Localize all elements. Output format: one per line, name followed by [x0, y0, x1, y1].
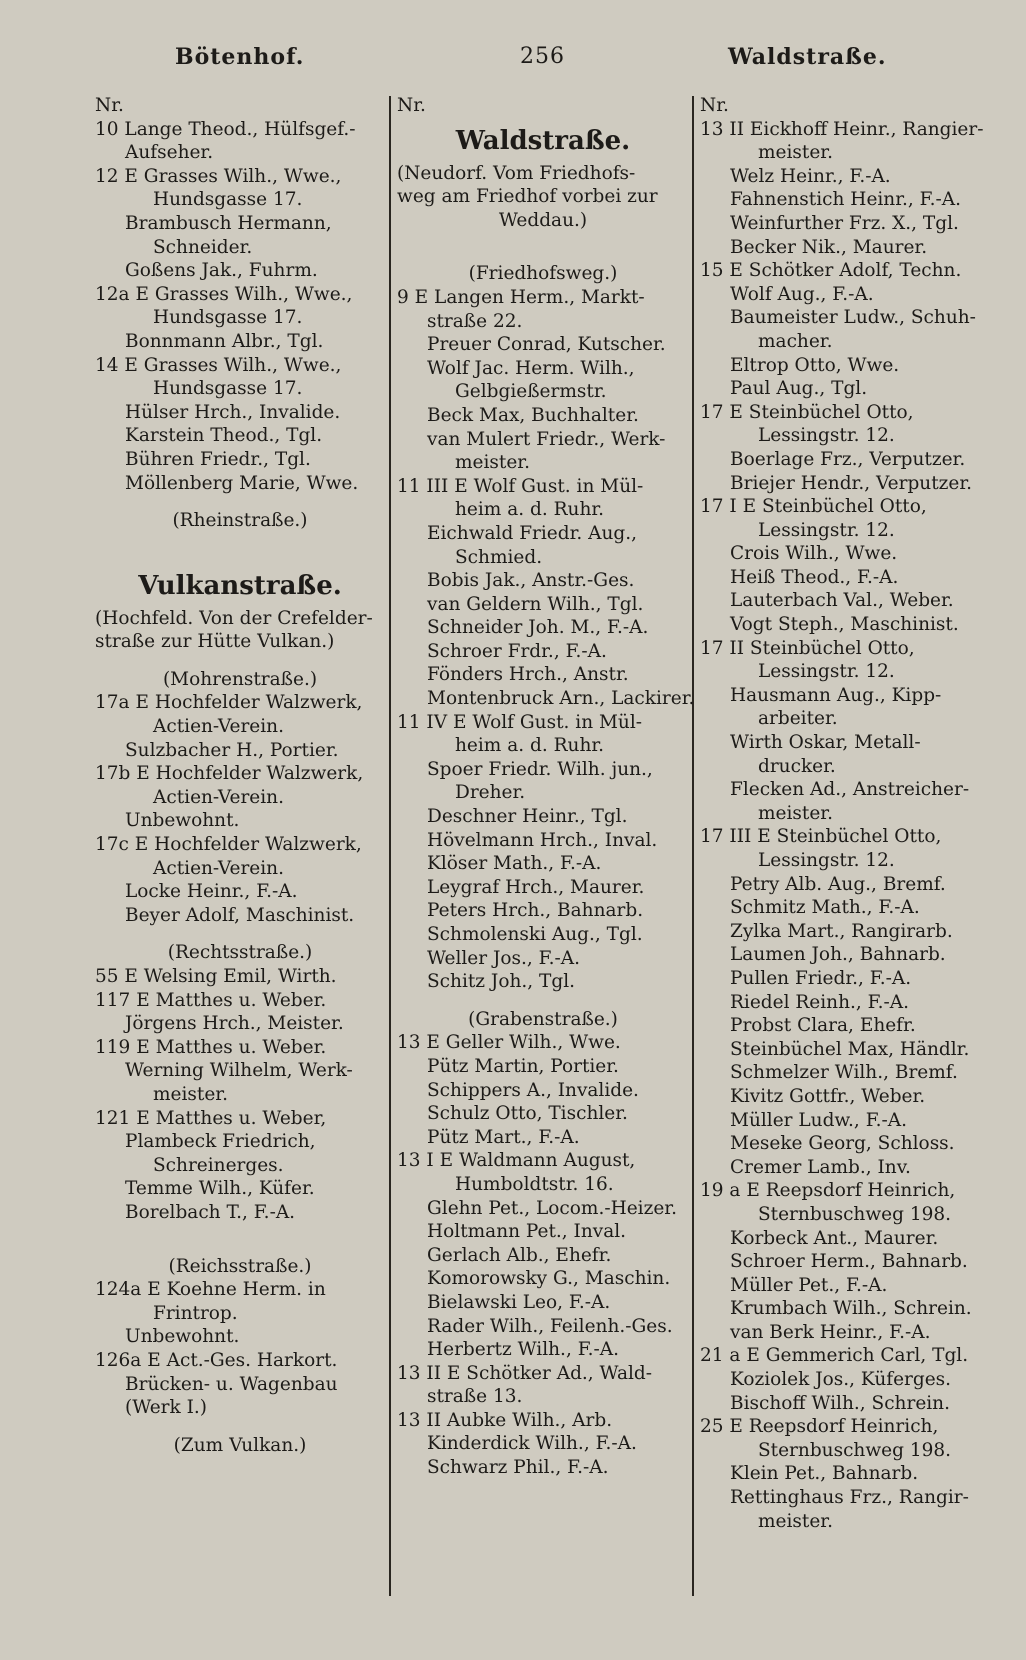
- entry-line: Baumeister Ludw., Schuh-: [730, 307, 976, 329]
- entry-line: Lessingstr. 12.: [758, 850, 895, 871]
- entry-line: Preuer Conrad, Kutscher.: [427, 334, 666, 356]
- entry-line: 119 E Matthes u. Weber.: [95, 1036, 327, 1058]
- entry-line: Rettinghaus Frz., Rangir-: [730, 1487, 969, 1509]
- entry-line: Fönders Hrch., Anstr.: [427, 664, 629, 686]
- entry-line: 17 II Steinbüchel Otto,: [700, 637, 915, 659]
- entry-line: Gerlach Alb., Ehefr.: [427, 1244, 612, 1266]
- entry-line: Rader Wilh., Feilenh.-Ges.: [427, 1315, 673, 1337]
- spacer: [95, 1420, 385, 1434]
- entry-line: Hausmann Aug., Kipp-: [730, 684, 942, 706]
- entry-line: 13 II Aubke Wilh., Arb.: [397, 1409, 613, 1431]
- entry-line: Lessingstr. 12.: [758, 661, 895, 683]
- entry-line: Crois Wilh., Wwe.: [730, 543, 898, 565]
- spacer: [397, 232, 689, 262]
- entry-line: Lessingstr. 12.: [758, 519, 895, 541]
- entry-line: Wirth Oskar, Metall-: [730, 732, 921, 754]
- entry-line: Zylka Mart., Rangirarb.: [730, 920, 953, 942]
- column-divider: [692, 96, 694, 1596]
- entry-line: 21 a E Gemmerich Carl, Tgl.: [700, 1345, 969, 1367]
- entry-line: Schroer Frdr., F.-A.: [427, 640, 607, 662]
- entry-line: Schwarz Phil., F.-A.: [427, 1457, 609, 1479]
- entry-line: meister.: [455, 452, 530, 474]
- column-left: [95, 94, 385, 1457]
- entry-line: Borelbach T., F.-A.: [125, 1201, 296, 1223]
- cross-street: (Zum Vulkan.): [173, 1434, 307, 1456]
- entry-line: straße zur Hütte Vulkan.): [95, 631, 335, 653]
- entry-line: Briejer Hendr., Verputzer.: [730, 472, 973, 494]
- entry-line: Humboldtstr. 16.: [455, 1173, 614, 1195]
- entry-line: Actien-Verein.: [153, 716, 284, 738]
- entry-line: 13 II Eickhoff Heinr., Rangier-: [700, 118, 984, 140]
- entry-line: Sulzbacher H., Portier.: [125, 739, 339, 761]
- entry-line: Bobis Jak., Anstr.-Ges.: [427, 570, 635, 592]
- entry-line: Lauterbach Val., Weber.: [730, 590, 954, 612]
- entry-line: 124a E Koehne Herm. in: [95, 1279, 326, 1301]
- entry-line: 13 E Geller Wilh., Wwe.: [397, 1032, 621, 1054]
- entry-line: 121 E Matthes u. Weber,: [95, 1107, 327, 1129]
- cross-street: (Rechtsstraße.): [167, 942, 313, 964]
- entry-line: Petry Alb. Aug., Bremf.: [730, 873, 946, 895]
- entry-line: meister.: [758, 142, 833, 164]
- entry-line: Schneider Joh. M., F.-A.: [427, 617, 649, 639]
- entry-line: 15 E Schötker Adolf, Techn.: [700, 260, 962, 282]
- entry-line: weg am Friedhof vorbei zur: [397, 186, 658, 208]
- street-title: Waldstraße.: [455, 125, 631, 156]
- entry-line: Meseke Georg, Schloss.: [730, 1133, 955, 1155]
- entry-line: Schmied.: [455, 546, 543, 568]
- page-number: 256: [520, 44, 565, 69]
- entry-line: (Werk I.): [125, 1397, 208, 1419]
- entry-line: Fahnenstich Heinr., F.-A.: [730, 189, 961, 211]
- entry-line: arbeiter.: [758, 708, 838, 730]
- header-left: Bötenhof.: [175, 44, 305, 70]
- entry-line: Unbewohnt.: [125, 810, 240, 832]
- entry-line: Werning Wilhelm, Werk-: [125, 1060, 353, 1082]
- entry-line: Gelbgießermstr.: [455, 381, 607, 403]
- entry-line: drucker.: [758, 755, 836, 777]
- entry-line: Deschner Heinr., Tgl.: [427, 806, 628, 828]
- entry-line: Locke Heinr., F.-A.: [125, 881, 298, 903]
- entry-line: heim a. d. Ruhr.: [455, 735, 605, 757]
- spacer: [397, 994, 689, 1008]
- entry-line: 9 E Langen Herm., Markt-: [397, 286, 645, 308]
- cross-street: Weddau.): [498, 209, 588, 231]
- entry-line: Lessingstr. 12.: [758, 425, 895, 447]
- header-right: Waldstraße.: [728, 44, 887, 70]
- cross-street: (Reichsstraße.): [168, 1255, 312, 1277]
- entry-line: Brücken- u. Wagenbau: [125, 1373, 338, 1395]
- entry-line: van Geldern Wilh., Tgl.: [427, 593, 644, 615]
- cross-street: (Mohrenstraße.): [162, 668, 318, 690]
- entry-line: Müller Ludw., F.-A.: [730, 1109, 908, 1131]
- entry-line: Cremer Lamb., Inv.: [730, 1156, 911, 1178]
- entry-line: Hundsgasse 17.: [153, 378, 303, 400]
- entry-line: 14 E Grasses Wilh., Wwe.,: [95, 354, 342, 376]
- cross-street: (Rheinstraße.): [172, 510, 308, 532]
- entry-line: Heiß Theod., F.-A.: [730, 566, 899, 588]
- entry-line: Sternbuschweg 198.: [758, 1439, 952, 1461]
- entry-line: Spoer Friedr. Wilh. jun.,: [427, 758, 653, 780]
- entry-line: Becker Nik., Maurer.: [730, 236, 928, 258]
- entry-line: Bonnmann Albr., Tgl.: [125, 330, 324, 352]
- entry-line: 17a E Hochfelder Walzwerk,: [95, 692, 363, 714]
- entry-line: Unbewohnt.: [125, 1326, 240, 1348]
- entry-line: Laumen Joh., Bahnarb.: [730, 944, 946, 966]
- entry-line: Plambeck Friedrich,: [125, 1131, 316, 1153]
- entry-line: Wolf Aug., F.-A.: [730, 283, 874, 305]
- entry-line: Holtmann Pet., Inval.: [427, 1221, 627, 1243]
- entry-line: Boerlage Frz., Verputzer.: [730, 448, 966, 470]
- entry-line: Kinderdick Wilh., F.-A.: [427, 1433, 637, 1455]
- entry-line: Beyer Adolf, Maschinist.: [125, 904, 355, 926]
- entry-line: 12 E Grasses Wilh., Wwe.,: [95, 165, 342, 187]
- entry-line: Actien-Verein.: [153, 857, 284, 879]
- entry-line: Sternbuschweg 198.: [758, 1203, 952, 1225]
- entry-line: Frintrop.: [153, 1302, 238, 1324]
- entry-line: Krumbach Wilh., Schrein.: [730, 1298, 972, 1320]
- column-divider: [389, 96, 391, 1596]
- entry-line: Riedel Reinh., F.-A.: [730, 991, 909, 1013]
- entry-line: 17 I E Steinbüchel Otto,: [700, 496, 927, 518]
- entry-line: Leygraf Hrch., Maurer.: [427, 876, 645, 898]
- entry-line: (Hochfeld. Von der Crefelder-: [95, 607, 373, 629]
- entry-line: Schneider.: [153, 236, 253, 258]
- entry-line: Hundsgasse 17.: [153, 307, 303, 329]
- entry-line: Hundsgasse 17.: [153, 189, 303, 211]
- entry-line: macher.: [758, 330, 833, 352]
- spacer: [95, 1225, 385, 1255]
- entry-line: Temme Wilh., Küfer.: [125, 1178, 315, 1200]
- entry-line: Nr.: [700, 95, 729, 116]
- entry-line: 55 E Welsing Emil, Wirth.: [95, 966, 337, 987]
- entry-line: Eichwald Friedr. Aug.,: [427, 522, 638, 544]
- street-title: Vulkanstraße.: [138, 570, 342, 601]
- entry-line: Vogt Steph., Maschinist.: [730, 614, 959, 636]
- entry-line: Jörgens Hrch., Meister.: [125, 1013, 344, 1035]
- entry-line: Komorowsky G., Maschin.: [427, 1268, 671, 1290]
- spacer: [95, 533, 385, 563]
- entry-line: Beck Max, Buchhalter.: [427, 404, 639, 426]
- entry-line: 13 I E Waldmann August,: [397, 1150, 636, 1172]
- entry-line: Nr.: [397, 95, 426, 116]
- cross-street: (Grabenstraße.): [468, 1008, 618, 1030]
- entry-line: Schreinerges.: [153, 1154, 284, 1176]
- entry-line: meister.: [758, 802, 833, 824]
- entry-line: 117 E Matthes u. Weber.: [95, 989, 327, 1011]
- entry-line: Pütz Martin, Portier.: [427, 1055, 619, 1077]
- entry-line: 10 Lange Theod., Hülfsgef.-: [95, 118, 356, 140]
- entry-line: meister.: [758, 1510, 833, 1532]
- entry-line: Schroer Herm., Bahnarb.: [730, 1251, 968, 1273]
- entry-line: Schulz Otto, Tischler.: [427, 1103, 628, 1125]
- entry-line: Karstein Theod., Tgl.: [125, 425, 323, 447]
- entry-line: Pullen Friedr., F.-A.: [730, 967, 912, 989]
- entry-line: Klöser Math., F.-A.: [427, 853, 602, 875]
- entry-line: 25 E Reepsdorf Heinrich,: [700, 1416, 939, 1438]
- entry-line: Pütz Mart., F.-A.: [427, 1126, 580, 1148]
- entry-line: Bischoff Wilh., Schrein.: [730, 1392, 950, 1414]
- entry-line: Bühren Friedr., Tgl.: [125, 448, 311, 470]
- entry-line: Nr.: [95, 95, 124, 116]
- entry-line: 126a E Act.-Ges. Harkort.: [95, 1349, 338, 1371]
- entry-line: (Neudorf. Vom Friedhofs-: [397, 162, 636, 184]
- entry-line: Schmelzer Wilh., Bremf.: [730, 1062, 958, 1084]
- spacer: [95, 495, 385, 509]
- entry-line: Peters Hrch., Bahnarb.: [427, 900, 644, 922]
- entry-line: 17 E Steinbüchel Otto,: [700, 401, 914, 423]
- entry-line: Probst Clara, Ehefr.: [730, 1015, 916, 1037]
- entry-line: Paul Aug., Tgl.: [730, 378, 868, 400]
- entry-line: Hülser Hrch., Invalide.: [125, 401, 341, 423]
- entry-line: Eltrop Otto, Wwe.: [730, 354, 900, 376]
- entry-line: 12a E Grasses Wilh., Wwe.,: [95, 283, 353, 305]
- entry-line: Flecken Ad., Anstreicher-: [730, 779, 970, 801]
- entry-line: Weinfurther Frz. X., Tgl.: [730, 212, 959, 234]
- entry-line: Herbertz Wilh., F.-A.: [427, 1339, 620, 1361]
- entry-line: Welz Heinr., F.-A.: [730, 165, 891, 187]
- entry-line: Montenbruck Arn., Lackirer.: [427, 688, 695, 710]
- entry-line: Brambusch Hermann,: [125, 212, 332, 234]
- entry-line: heim a. d. Ruhr.: [455, 499, 605, 521]
- entry-line: Steinbüchel Max, Händlr.: [730, 1038, 970, 1060]
- entry-line: Möllenberg Marie, Wwe.: [125, 472, 359, 494]
- entry-line: van Berk Heinr., F.-A.: [730, 1321, 931, 1343]
- entry-line: Weller Jos., F.-A.: [427, 947, 580, 969]
- spacer: [95, 927, 385, 941]
- spacer: [95, 654, 385, 668]
- cross-street: (Friedhofsweg.): [468, 263, 618, 285]
- entry-line: Wolf Jac. Herm. Wilh.,: [427, 357, 635, 379]
- entry-line: 11 III E Wolf Gust. in Mül-: [397, 475, 644, 497]
- entry-line: Aufseher.: [125, 142, 214, 164]
- entry-line: Schippers A., Invalide.: [427, 1079, 639, 1101]
- entry-line: Korbeck Ant., Maurer.: [730, 1227, 939, 1249]
- entry-line: Koziolek Jos., Küferges.: [730, 1369, 952, 1391]
- entry-line: Hövelmann Hrch., Inval.: [427, 829, 658, 851]
- entry-line: 17b E Hochfelder Walzwerk,: [95, 763, 364, 785]
- entry-line: Actien-Verein.: [153, 786, 284, 808]
- entry-line: straße 22.: [427, 310, 523, 332]
- entry-line: 17c E Hochfelder Walzwerk,: [95, 834, 362, 856]
- entry-line: 17 III E Steinbüchel Otto,: [700, 826, 942, 848]
- entry-line: straße 13.: [427, 1386, 523, 1408]
- entry-line: Dreher.: [455, 782, 526, 804]
- entry-line: Schmitz Math., F.-A.: [730, 897, 920, 919]
- entry-line: Schitz Joh., Tgl.: [427, 971, 576, 993]
- entry-line: meister.: [153, 1083, 228, 1105]
- entry-line: van Mulert Friedr., Werk-: [427, 428, 666, 450]
- column-right: [700, 94, 992, 1533]
- entry-line: 19 a E Reepsdorf Heinrich,: [700, 1180, 956, 1202]
- entry-line: Bielawski Leo, F.-A.: [427, 1291, 611, 1313]
- entry-line: Müller Pet., F.-A.: [730, 1274, 888, 1296]
- entry-line: 11 IV E Wolf Gust. in Mül-: [397, 711, 643, 733]
- entry-line: Goßens Jak., Fuhrm.: [125, 260, 318, 282]
- column-middle: [397, 94, 695, 1480]
- entry-line: Glehn Pet., Locom.-Heizer.: [427, 1197, 677, 1219]
- entry-line: Klein Pet., Bahnarb.: [730, 1463, 919, 1485]
- entry-line: 13 II E Schötker Ad., Wald-: [397, 1362, 652, 1384]
- entry-line: Kivitz Gottfr., Weber.: [730, 1085, 926, 1107]
- entry-line: Schmolenski Aug., Tgl.: [427, 924, 643, 945]
